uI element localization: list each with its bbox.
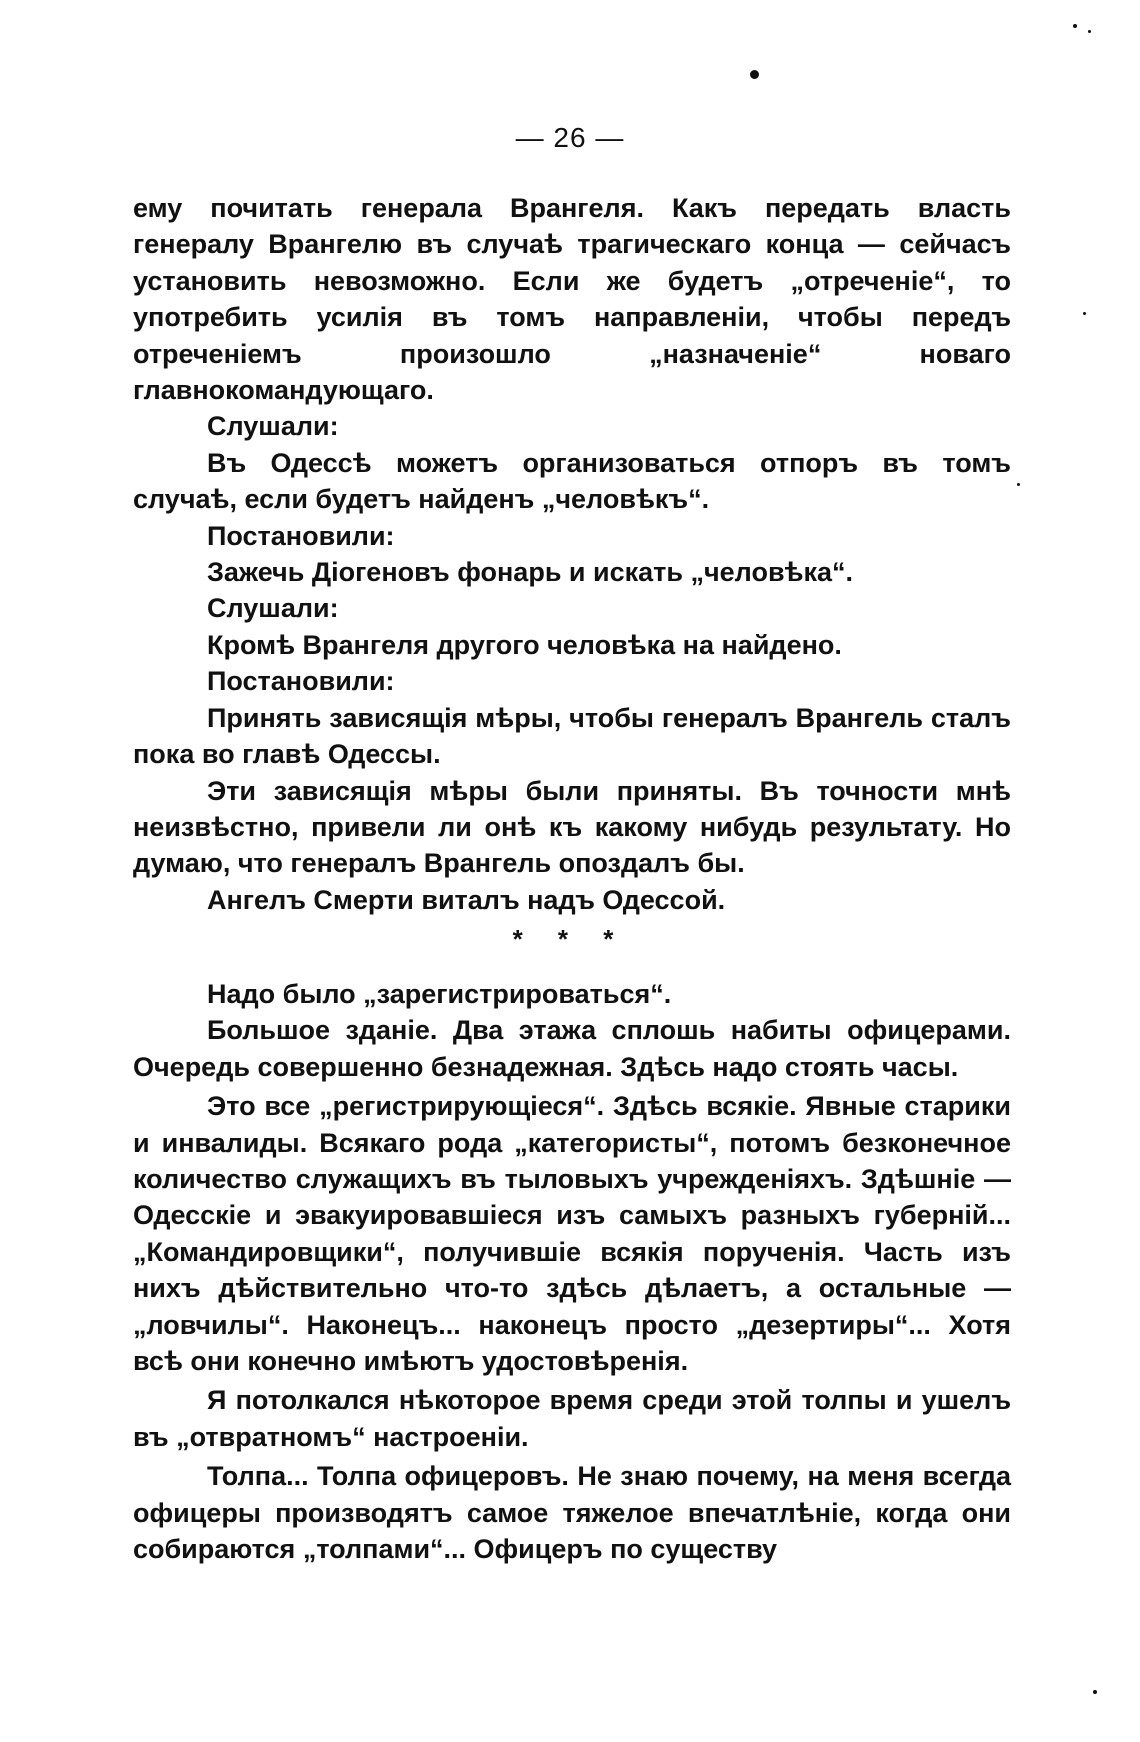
paragraph: Зажечь Діогеновъ фонарь и искать „человѣка“.: [207, 557, 854, 588]
section-break: * * *: [512, 924, 628, 954]
paragraph: Надо было „зарегистрироваться“.: [207, 979, 672, 1009]
paragraph: Я потолкался нѣкоторое время среди этой толпы и ушелъ въ „отвратномъ“ настроеніи.: [133, 1385, 1011, 1452]
scan-speck: [1083, 312, 1086, 315]
paragraph: Большое зданіе. Два этажа сплошь набиты офицерами. Очередь совершенно безнадежная. Здѣсь надо стоять часы.: [133, 1015, 1011, 1082]
scan-speck: [1073, 24, 1077, 28]
scan-speck: [1093, 1690, 1097, 1694]
paragraph: Эти зависящія мѣры были приняты. Въ точности мнѣ неизвѣстно, привели ли онѣ къ какому нибудь результату. Но думаю, что генералъ Врангель опоздалъ бы.: [133, 775, 1011, 879]
scan-speck: [1088, 30, 1091, 33]
paragraph-heading: Слушали:: [207, 411, 339, 442]
text-block-bottom: [133, 976, 1011, 1568]
scan-speck: [750, 70, 759, 79]
paragraph: Принять зависящія мѣры, чтобы генералъ Врангель сталъ пока во главѣ Одессы.: [133, 702, 1011, 770]
paragraph-heading: Постановили:: [207, 666, 395, 697]
page-number: — 26 —: [515, 122, 625, 153]
scan-speck: [1017, 483, 1020, 486]
paragraph: Въ Одессѣ можетъ организоваться отпоръ въ томъ случаѣ, если будетъ найденъ „человѣкъ“.: [133, 447, 1011, 515]
paragraph-heading: Постановили:: [207, 520, 395, 551]
paragraph: Ангелъ Смерти виталъ надъ Одессой.: [207, 884, 726, 915]
text-block-top: [133, 190, 1011, 918]
paragraph: ему почитать генерала Врангеля. Какъ передать власть генералу Врангелю въ случаѣ трагическаго конца — сейчасъ установить невозможно. Если же будетъ „отреченіе“, то употребить усилія въ томъ направленіи, чтобы передъ отреченіемъ произошло „назначеніе“ новаго главнокомандующаго.: [133, 193, 1011, 406]
paragraph: Толпа... Толпа офицеровъ. Не знаю почему, на меня всегда офицеры производятъ самое тяжелое впечатлѣніе, когда они собираются „толпами“... Офицеръ по существу: [133, 1461, 1011, 1565]
paragraph-heading: Слушали:: [207, 593, 339, 624]
paragraph: Кромѣ Врангеля другого человѣка на найдено.: [207, 629, 842, 660]
paragraph: Это все „регистрирующіеся“. Здѣсь всякіе. Явные старики и инвалиды. Всякаго рода „категористы“, потомъ безконечное количество служащихъ въ тыловыхъ учрежденіяхъ. Здѣшніе — Одесскіе и эвакуировавшіеся изъ самыхъ разныхъ губерній... „Командировщики“, получившіе всякія порученія. Часть изъ нихъ дѣйствительно что-то здѣсь дѣлаетъ, а остальные — „ловчилы“. Наконецъ... наконецъ просто „дезертиры“... Хотя всѣ они конечно имѣютъ удостовѣренія.: [133, 1091, 1011, 1377]
